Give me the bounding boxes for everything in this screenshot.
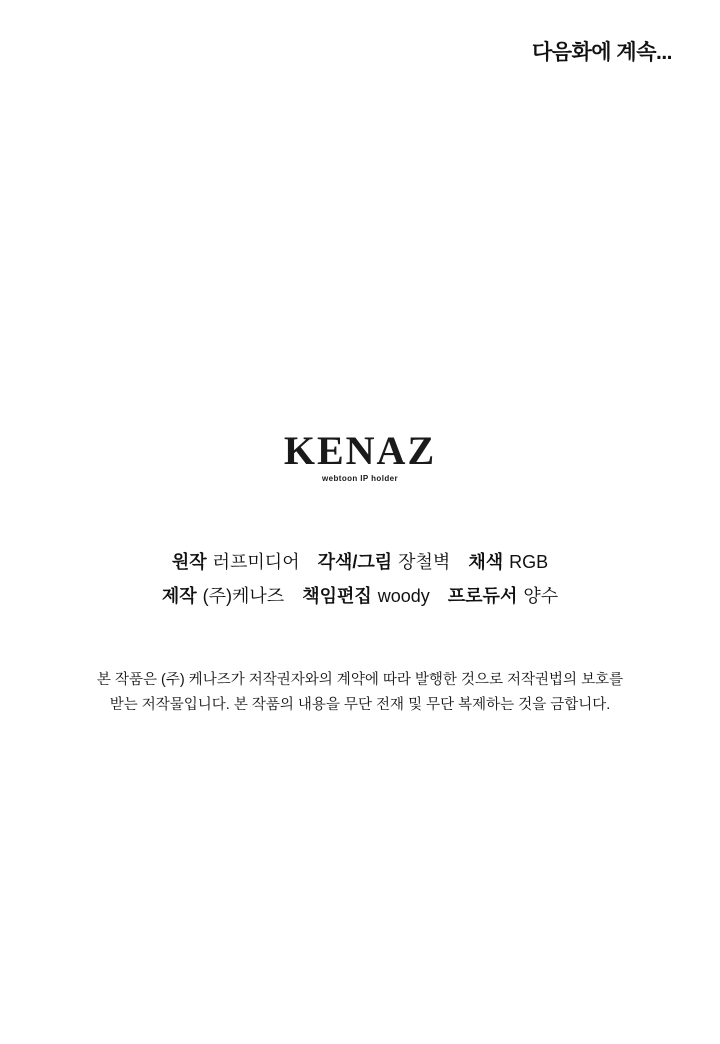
credit-role: 제작 (161, 586, 197, 606)
credit-role: 각색/그림 (317, 552, 393, 572)
publisher-logo-wordmark: KENAZ (283, 428, 437, 473)
credit-name: 장철벽 (398, 552, 451, 572)
credits-block (0, 545, 720, 613)
to-be-continued-text: 다음화에 계속... (531, 41, 672, 64)
publisher-logo-tagline: webtoon IP holder (322, 474, 398, 483)
credit-name: RGB (509, 552, 549, 572)
credit-name: (주)케나즈 (202, 586, 285, 606)
credit-role: 원작 (171, 552, 207, 572)
credit-name: 양수 (523, 586, 559, 606)
credit-name: woody (377, 586, 430, 606)
credit-role: 프로듀서 (447, 586, 518, 606)
publisher-logo (0, 430, 720, 483)
credit-name: 러프미디어 (212, 552, 300, 572)
credit-row (0, 579, 720, 613)
copyright-line-1: 본 작품은 (주) 케나즈가 저작권자와의 계약에 따라 발행한 것으로 저작권법의 보호를 (96, 672, 624, 688)
credit-role: 채색 (468, 552, 504, 572)
credit-role: 책임편집 (302, 586, 372, 606)
credit-row (0, 545, 720, 579)
copyright-notice (30, 668, 690, 718)
copyright-line-2: 받는 저작물입니다. 본 작품의 내용을 무단 전재 및 무단 복제하는 것을 금합니다. (109, 697, 611, 713)
